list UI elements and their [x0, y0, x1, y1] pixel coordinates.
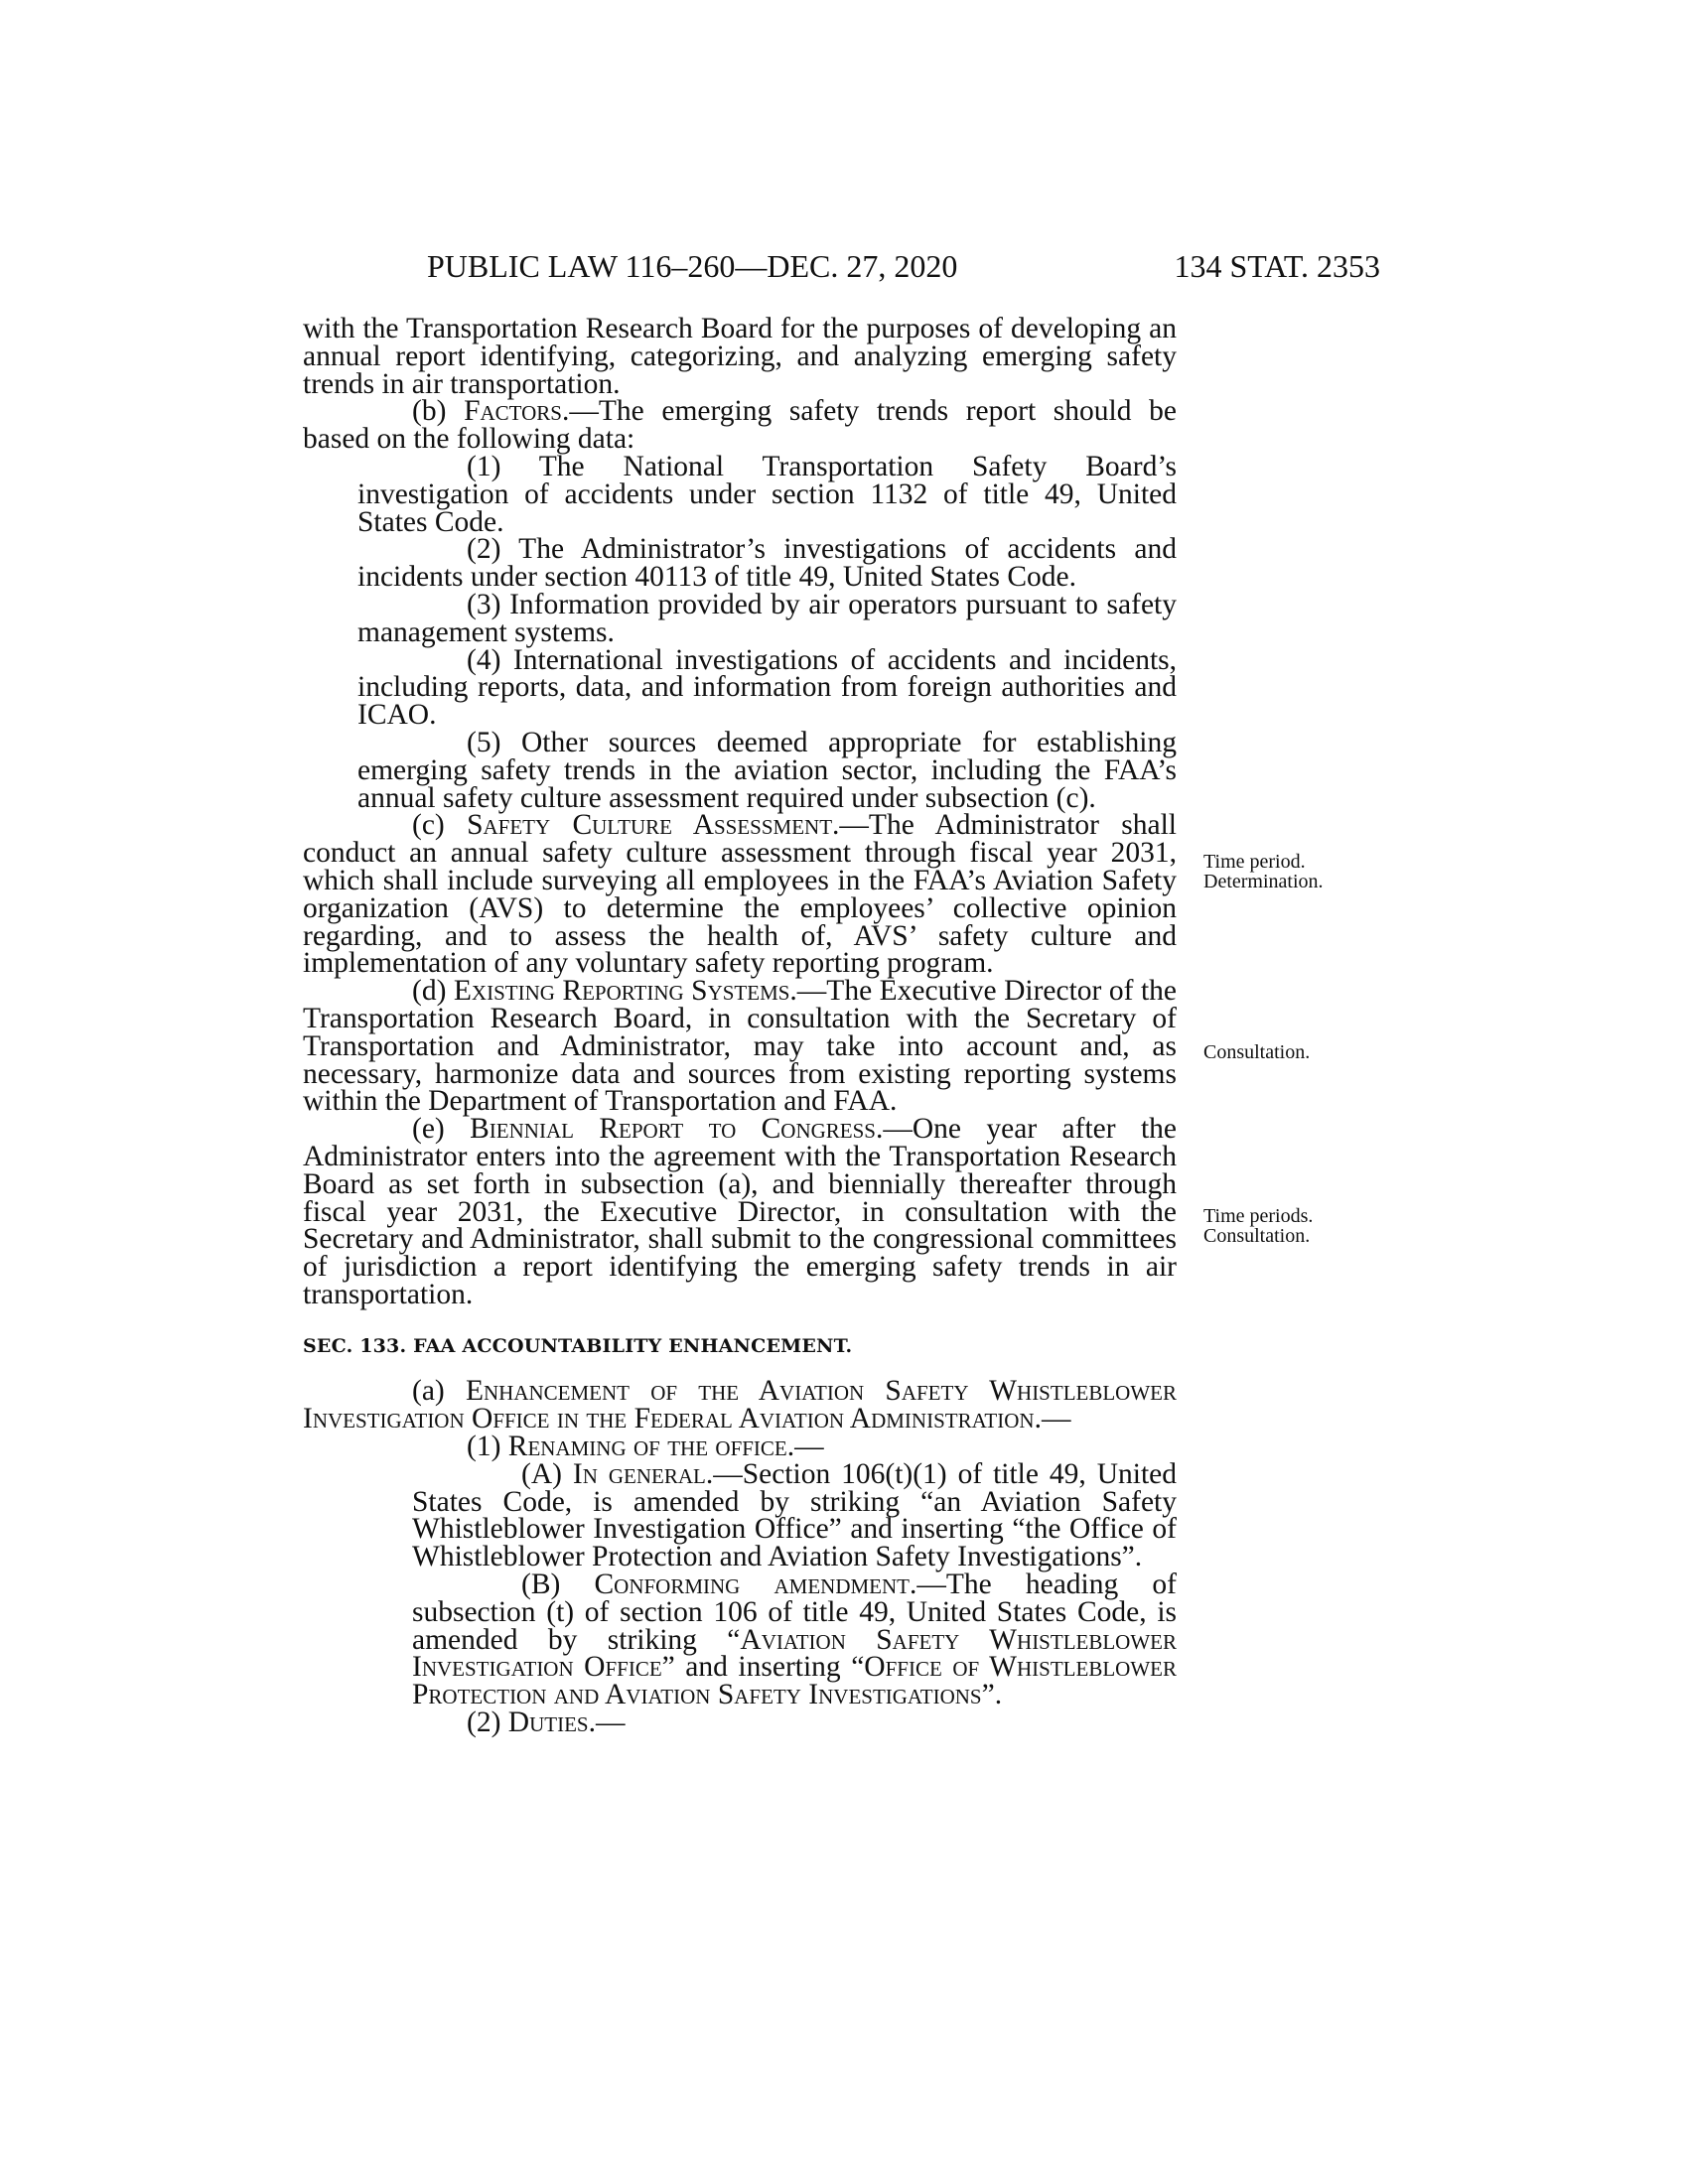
subsection-label: (d)	[412, 975, 454, 1008]
subsection-text: .—The Administrator shall conduct an annual safety culture assessment through fiscal year 2031, which shall include surveying all employees in the FAA’s Aviation Safety organization (AVS) to determine the employees’ collective opinion regarding, and to assess the health of, AVS’ safety culture and implementation of any voluntary safety reporting program.	[303, 809, 1177, 980]
subsection-text: .—The Executive Director of the Transportation Research Board, in consultation with the Secretary of Transportation and Administrator, may take into account and, as necessary, harmonize data and sources from existing reporting systems within the Department of Transportation and FAA.	[303, 975, 1177, 1118]
paragraph-label: (2)	[467, 1706, 508, 1739]
subparagraph-b-conforming	[303, 1571, 1177, 1709]
margin-note-line: Consultation.	[1203, 1225, 1311, 1247]
page-header	[412, 248, 1380, 288]
subparagraph-label: (B)	[521, 1569, 595, 1601]
margin-note-line: Determination.	[1203, 871, 1324, 892]
subsection-heading: Existing Reporting Systems	[453, 975, 790, 1008]
subparagraph-heading: Conforming amendment	[594, 1569, 910, 1601]
margin-note-line: Time periods.	[1203, 1205, 1314, 1227]
subsection-text: .—The emerging safety trends report should be based on the following data:	[303, 395, 1177, 456]
margin-note-time-periods	[1203, 1206, 1313, 1246]
factor-item-5: (5) Other sources deemed appropriate for establishing emerging safety trends in the aviation sector, including the FAA’s annual safety culture assessment required under subsection (c).	[357, 726, 1177, 814]
subparagraph-text: ” and inserting “	[661, 1651, 865, 1684]
subsection-label: (e)	[412, 1113, 471, 1146]
factor-item-4: (4) International investigations of accidents and incidents, including reports, data, and information from foreign authorities and ICAO.	[357, 643, 1177, 732]
paragraph-2-duties	[303, 1706, 1177, 1739]
subsection-label: (c)	[412, 809, 468, 842]
paragraph-dash: .—	[588, 1706, 626, 1739]
paragraph-1-renaming	[303, 1433, 1177, 1461]
paragraph-label: (1)	[467, 1431, 508, 1463]
factor-item-1: (1) The National Transportation Safety Board’s investigation of accidents under section 1132 of title 49, United States Code.	[357, 450, 1177, 538]
paragraph-heading: Duties	[507, 1706, 589, 1739]
subsection-dash: .—	[1034, 1403, 1071, 1435]
running-head: PUBLIC LAW 116–260—DEC. 27, 2020	[427, 248, 958, 284]
margin-note-line: Consultation.	[1203, 1041, 1311, 1063]
subsection-b-factors	[303, 395, 1177, 456]
inserted-heading: Office of Whistleblower Protection and Aviation Safety Investigations	[412, 1651, 1177, 1711]
margin-note-consultation	[1203, 1042, 1310, 1062]
subparagraph-text: .—The heading of subsection (t) of section 106 of title 49, United States Code, is amended by striking “	[412, 1569, 1177, 1656]
paragraph-dash: .—	[786, 1431, 824, 1463]
margin-note-line: Time period.	[1203, 851, 1306, 873]
statute-body	[303, 313, 1178, 1739]
paragraph-heading: Renaming of the office	[507, 1431, 787, 1463]
section-heading: SEC. 133. FAA ACCOUNTABILITY ENHANCEMENT.	[303, 1334, 853, 1357]
subparagraph-heading: In general	[572, 1457, 706, 1490]
subsection-text: .—One year after the Administrator enters into the agreement with the Transportation Research Board as set forth in subsection (a), and biennially thereafter through fiscal year 2031, the Executive Director, in consultation with the Secretary and Administrator, shall submit to the congressional committees of jurisdiction a report identifying the emerging safety trends in air transportation.	[303, 1113, 1177, 1310]
margin-note-time-period	[1203, 852, 1324, 891]
subparagraph-label: (A)	[521, 1457, 573, 1490]
subsection-a-enhancement	[303, 1375, 1178, 1435]
intro-paragraph: with the Transportation Research Board for the purposes of developing an annual report identifying, categorizing, and analyzing emerging safety trends in air transportation.	[303, 313, 1177, 400]
subsection-e-biennial-report	[303, 1113, 1177, 1310]
subsection-d-existing-systems	[303, 975, 1177, 1118]
subsection-label: (b)	[412, 395, 465, 428]
factor-item-2: (2) The Administrator’s investigations of accidents and incidents under section 40113 of title 49, United States Code.	[357, 533, 1177, 594]
factor-item-3: (3) Information provided by air operators pursuant to safety management systems.	[357, 588, 1177, 648]
subparagraph-text: .—Section 106(t)(1) of title 49, United States Code, is amended by striking “an Aviation Safety Whistleblower Investigation Office” and inserting “the Office of Whistleblower Protection and Aviation Safety Investigations”.	[412, 1457, 1178, 1573]
subsection-heading: Factors	[464, 395, 562, 428]
subsection-heading: Enhancement of the Aviation Safety Whistleblower Investigation Office in the Federal Aviation Administration	[303, 1375, 1178, 1435]
subparagraph-a-general	[303, 1457, 1178, 1573]
struck-heading: Aviation Safety Whistleblower Investigation Office	[412, 1623, 1178, 1684]
subsection-heading: Biennial Report to Congress	[470, 1113, 876, 1146]
subparagraph-text: ”.	[981, 1679, 1003, 1711]
stat-page-reference: 134 STAT. 2353	[1174, 248, 1380, 284]
subsection-label: (a)	[412, 1375, 466, 1408]
subsection-heading: Safety Culture Assessment	[467, 809, 833, 842]
subsection-c-safety-culture	[303, 809, 1177, 980]
